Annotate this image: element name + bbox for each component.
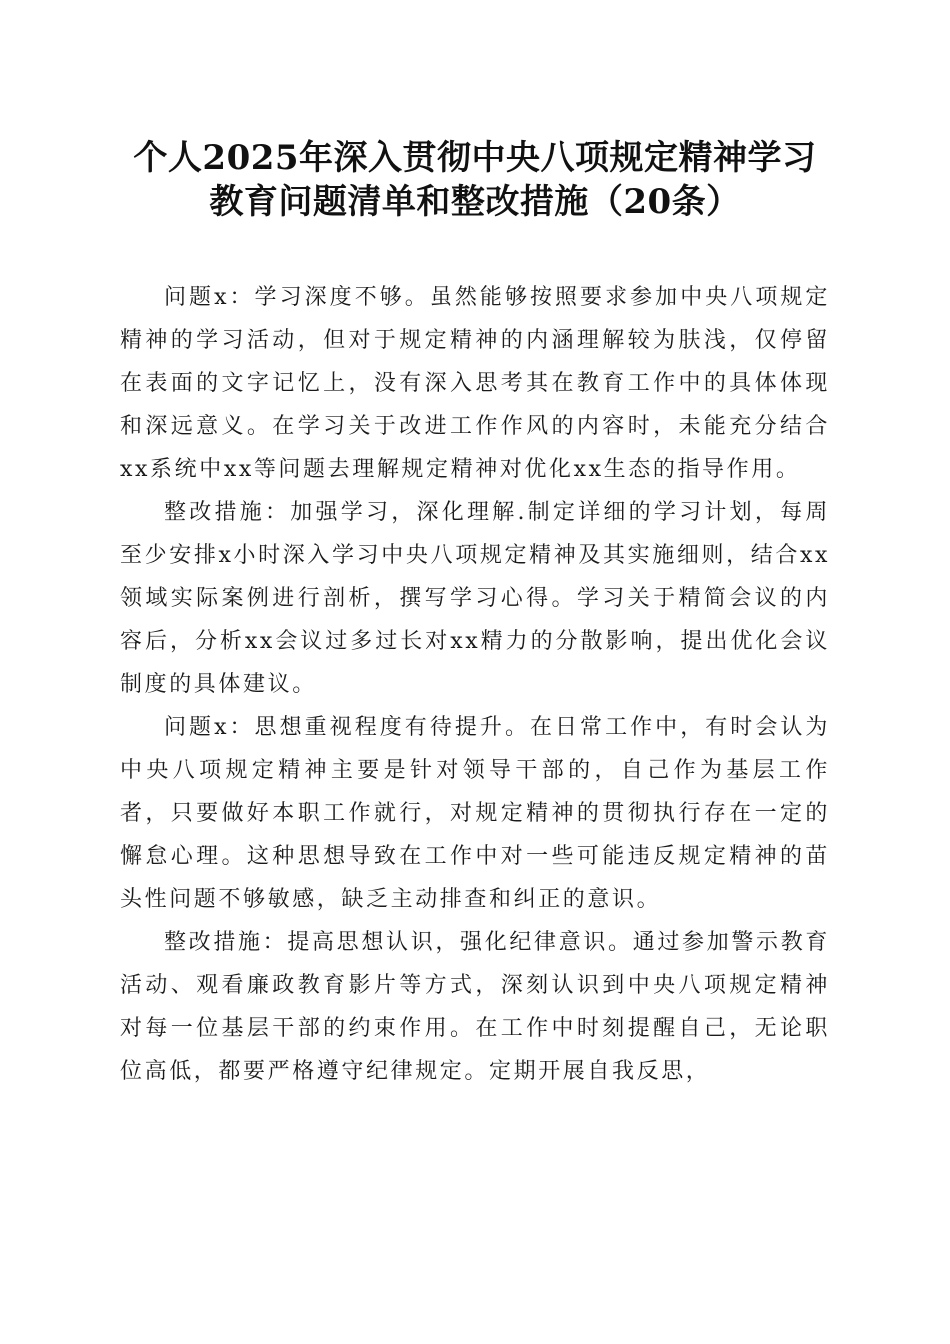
title-line-2: 教育问题清单和整改措施（20条） (209, 182, 741, 222)
document-body (120, 276, 830, 1093)
paragraph-measure-2: 整改措施：提高思想认识，强化纪律意识。通过参加警示教育活动、观看廉政教育影片等方式，深刻认识到中央八项规定精神对每一位基层干部的约束作用。在工作中时刻提醒自己，无论职位高低，都要严格遵守纪律规定。定期开展自我反思， (120, 930, 830, 1084)
paragraph-measure-1: 整改措施：加强学习，深化理解.制定详细的学习计划，每周至少安排x小时深入学习中央八项规定精神及其实施细则，结合xx领域实际案例进行剖析，撰写学习心得。学习关于精简会议的内容后，分析xx会议过多过长对xx精力的分散影响，提出优化会议制度的具体建议。 (120, 500, 830, 697)
document-title (60, 136, 890, 224)
paragraph-problem-1: 问题x：学习深度不够。虽然能够按照要求参加中央八项规定精神的学习活动，但对于规定精神的内涵理解较为肤浅，仅停留在表面的文字记忆上，没有深入思考其在教育工作中的具体体现和深远意义。在学习关于改进工作作风的内容时，未能充分结合xx系统中xx等问题去理解规定精神对优化xx生态的指导作用。 (120, 285, 830, 482)
paragraph-problem-2: 问题x：思想重视程度有待提升。在日常工作中，有时会认为中央八项规定精神主要是针对领导干部的，自己作为基层工作者，只要做好本职工作就行，对规定精神的贯彻执行存在一定的懈怠心理。这种思想导致在工作中对一些可能违反规定精神的苗头性问题不够敏感，缺乏主动排查和纠正的意识。 (120, 715, 830, 912)
title-line-1: 个人2025年深入贯彻中央八项规定精神学习 (133, 138, 817, 178)
